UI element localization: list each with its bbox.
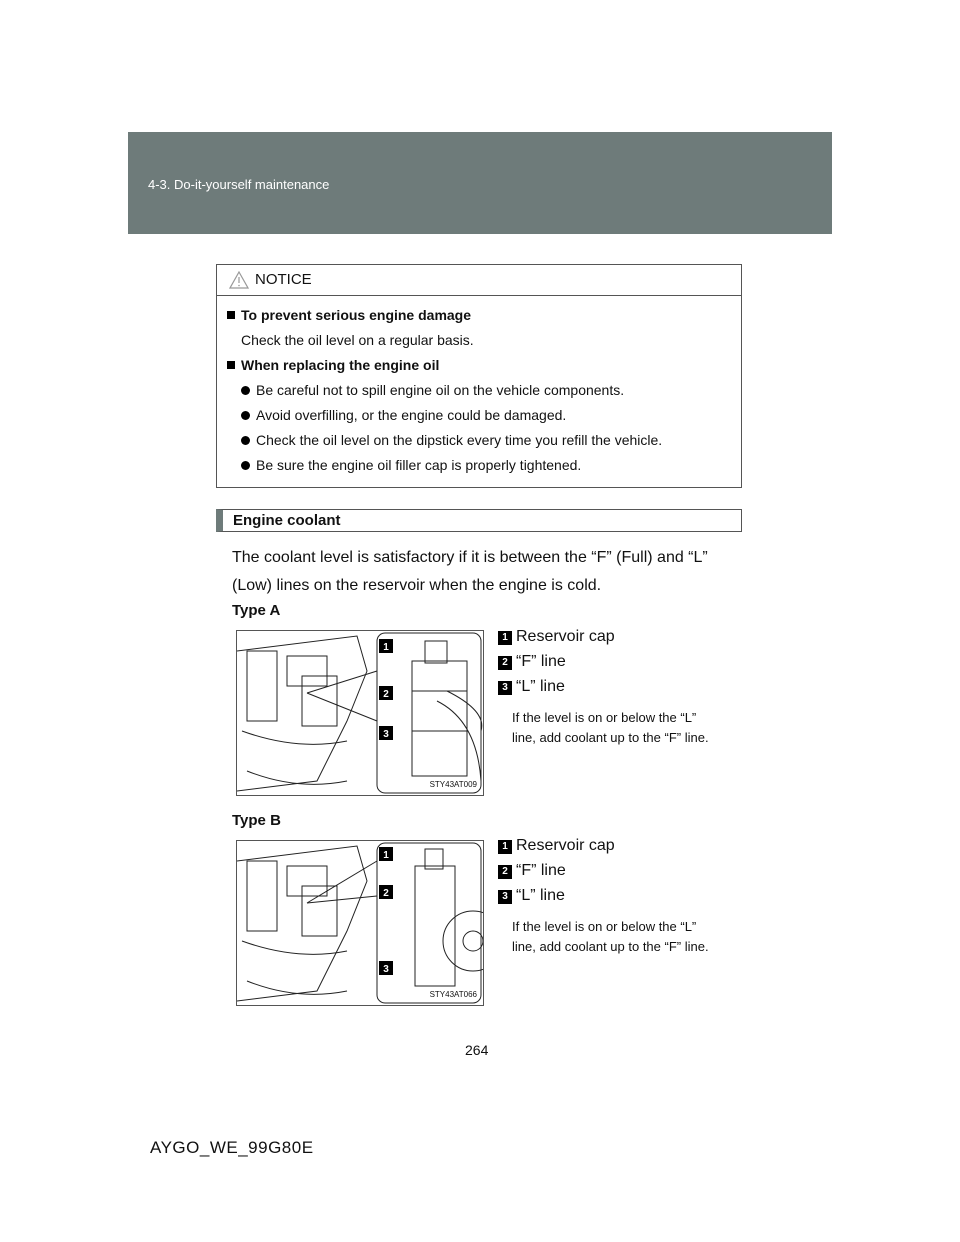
svg-text:3: 3 <box>383 964 389 975</box>
svg-text:1: 1 <box>383 642 389 653</box>
type-b-label: Type B <box>232 812 281 829</box>
square-bullet-icon <box>227 361 235 369</box>
coolant-note-line-2: line, add coolant up to the “F” line. <box>512 730 709 745</box>
engine-bay-illustration <box>237 841 483 1005</box>
notice-header <box>217 265 741 296</box>
svg-text:3: 3 <box>383 729 389 740</box>
round-bullet-icon <box>241 411 250 420</box>
warning-triangle-icon <box>229 271 249 289</box>
notice-bullet: Be careful not to spill engine oil on the vehicle components. <box>241 382 624 398</box>
section-breadcrumb: 4-3. Do-it-yourself maintenance <box>148 177 330 192</box>
svg-text:2: 2 <box>383 689 389 700</box>
engine-bay-illustration <box>237 631 483 795</box>
callout-1: 1 Reservoir cap <box>498 837 615 855</box>
notice-bullet: Avoid overfilling, or the engine could be damaged. <box>241 407 566 423</box>
round-bullet-icon <box>241 461 250 470</box>
notice-heading-2: When replacing the engine oil <box>227 357 439 373</box>
notice-text-1: Check the oil level on a regular basis. <box>241 332 474 348</box>
round-bullet-icon <box>241 386 250 395</box>
body-text-line-1: The coolant level is satisfactory if it is between the “F” (Full) and “L” <box>232 549 708 566</box>
svg-text:2: 2 <box>383 888 389 899</box>
notice-title: NOTICE <box>255 271 312 288</box>
figure-type-a <box>236 630 484 796</box>
type-a-label: Type A <box>232 602 281 619</box>
notice-bullet: Be sure the engine oil filler cap is properly tightened. <box>241 457 581 473</box>
figure-code: STY43AT066 <box>429 990 477 999</box>
section-title: Engine coolant <box>233 512 341 529</box>
footer-code: AYGO_WE_99G80E <box>150 1138 314 1157</box>
coolant-note-line-1: If the level is on or below the “L” <box>512 919 697 934</box>
coolant-note-line-2: line, add coolant up to the “F” line. <box>512 939 709 954</box>
figure-code: STY43AT009 <box>429 780 477 789</box>
callout-3: 3 “L” line <box>498 678 565 696</box>
notice-box <box>216 264 742 488</box>
notice-heading-1: To prevent serious engine damage <box>227 307 471 323</box>
figure-type-b <box>236 840 484 1006</box>
notice-bullet: Check the oil level on the dipstick every time you refill the vehicle. <box>241 432 662 448</box>
callout-2: 2 “F” line <box>498 862 566 880</box>
callout-2: 2 “F” line <box>498 653 566 671</box>
svg-text:1: 1 <box>383 850 389 861</box>
coolant-note-line-1: If the level is on or below the “L” <box>512 710 697 725</box>
round-bullet-icon <box>241 436 250 445</box>
page-number: 264 <box>465 1042 489 1058</box>
body-text-line-2: (Low) lines on the reservoir when the engine is cold. <box>232 577 602 594</box>
section-heading-bar <box>216 509 742 532</box>
square-bullet-icon <box>227 311 235 319</box>
callout-3: 3 “L” line <box>498 887 565 905</box>
callout-1: 1 Reservoir cap <box>498 628 615 646</box>
